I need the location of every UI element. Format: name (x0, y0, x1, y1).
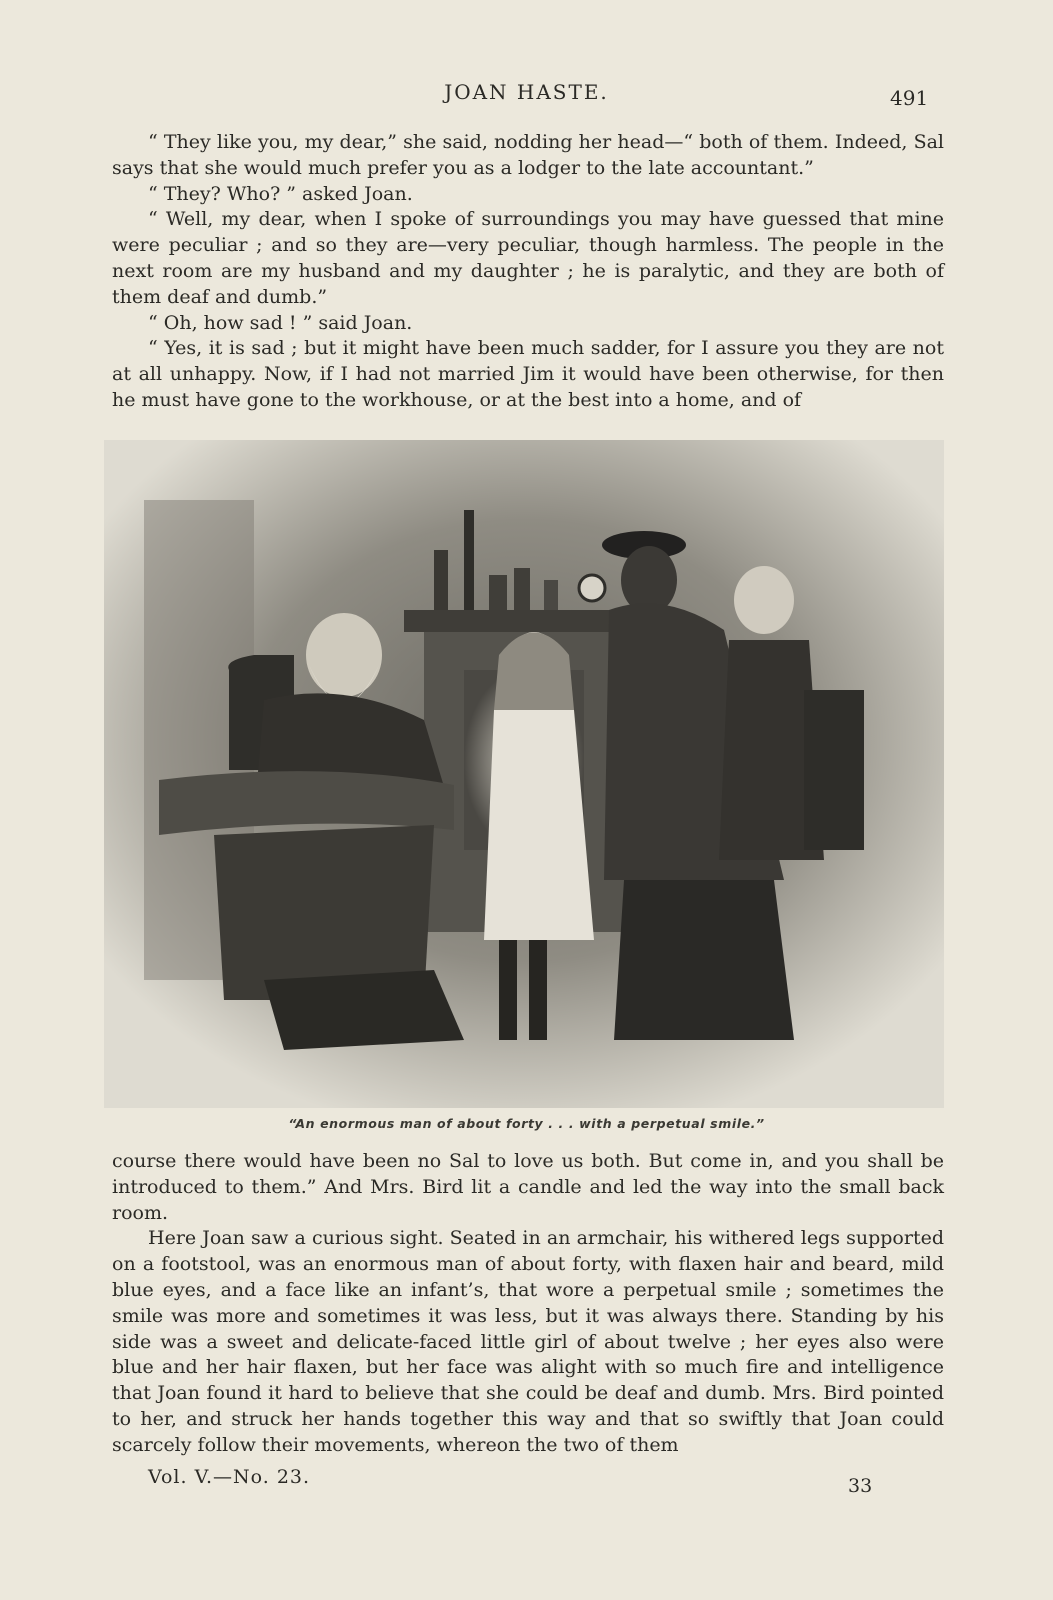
ornament (489, 575, 507, 610)
paragraph: Here Joan saw a curious sight. Seated in an armchair, his withered legs supported on a footstool, was an enormous man of about forty, with flaxen hair and beard, mild blue eyes, and a face like an infant’s, that wore a perpetual smile ; sometimes the smile was more and sometimes it was less, but it was always there. Standing by his side was a sweet and delicate-faced little girl of about twelve ; her eyes also were blue and her hair flaxen, but her face was alight with so much fire and intelligence that Joan found it hard to believe that she could be deaf and dumb. Mrs. Bird pointed to her, and struck her hands together this way and that so swiftly that Joan could scarcely follow their movements, whereon the two of them (112, 1227, 944, 1456)
bottom-text-block (112, 1149, 944, 1459)
paragraph: “ Well, my dear, when I spoke of surroundings you may have guessed that mine were peculiar ; and so they are—very peculiar, though harmless. The people in the next room are my husband and my daughter ; he is paralytic, and they are both of them deaf and dumb.” (112, 208, 944, 308)
chair (804, 690, 864, 850)
footer-sheet-number: 33 (848, 1475, 873, 1497)
clock (579, 575, 605, 601)
paragraph: “ They like you, my dear,” she said, nodding her head—“ both of them. Indeed, Sal says that she would much prefer you as a lodger to the late accountant.” (112, 131, 944, 179)
second-woman-head (734, 566, 794, 634)
candlestick (464, 510, 474, 610)
girl-leg (529, 940, 547, 1040)
top-text-block (112, 130, 944, 414)
vase (434, 550, 448, 610)
woman-skirt (614, 880, 794, 1040)
illustration-caption: “An enormous man of about forty . . . with a perpetual smile.” (288, 1116, 765, 1131)
girl-leg (499, 940, 517, 1040)
illustration-drawing (104, 440, 944, 1108)
paragraph: “ They? Who? ” asked Joan. (148, 182, 413, 205)
man-head (306, 613, 382, 697)
illustration (104, 440, 944, 1108)
page-number: 491 (890, 86, 929, 110)
footer-signature: Vol. V.—No. 23. (148, 1466, 311, 1488)
ornament (514, 568, 530, 610)
running-head: JOAN HASTE. (444, 80, 609, 104)
paragraph: course there would have been no Sal to love us both. But come in, and you shall be introduced to them.” And Mrs. Bird lit a candle and led the way into the small back room. (112, 1150, 944, 1224)
footstool (264, 970, 464, 1050)
ornament (544, 580, 558, 610)
paragraph: “ Oh, how sad ! ” said Joan. (148, 311, 413, 334)
paragraph: “ Yes, it is sad ; but it might have been much sadder, for I assure you they are not at all unhappy. Now, if I had not married Jim it would have been otherwise, for then he must have gone to the workhouse, or at the best into a home, and of (112, 337, 944, 411)
